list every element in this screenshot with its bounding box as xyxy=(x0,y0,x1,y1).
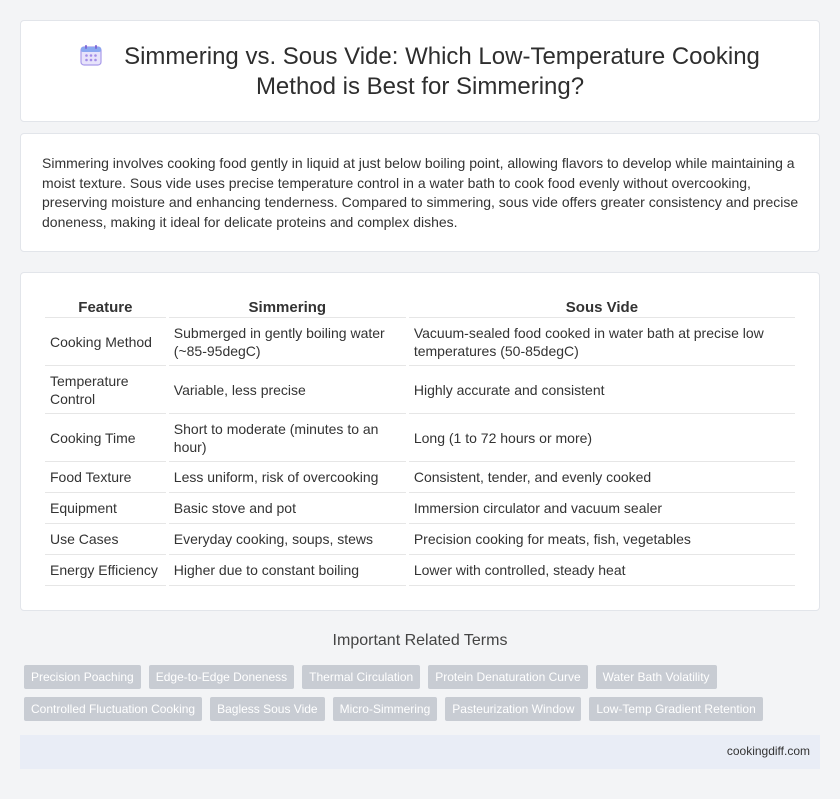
related-term-tag[interactable]: Protein Denaturation Curve xyxy=(428,665,587,689)
title-card xyxy=(20,20,820,122)
related-term-tag[interactable]: Water Bath Volatility xyxy=(596,665,717,689)
table-header-row xyxy=(45,295,795,318)
feature-cell: Use Cases xyxy=(45,524,166,555)
sous-vide-cell: Long (1 to 72 hours or more) xyxy=(409,414,795,462)
comparison-table xyxy=(42,295,798,586)
page-title-text: Simmering vs. Sous Vide: Which Low-Temperature Cooking Method is Best for Simmering? xyxy=(124,43,760,100)
sous-vide-cell: Highly accurate and consistent xyxy=(409,366,795,414)
related-term-tag[interactable]: Low-Temp Gradient Retention xyxy=(589,697,762,721)
related-terms-row xyxy=(24,697,824,721)
footer xyxy=(20,735,820,769)
summary-card xyxy=(20,133,820,252)
feature-cell: Temperature Control xyxy=(45,366,166,414)
table-row xyxy=(45,366,795,414)
related-terms-heading: Important Related Terms xyxy=(332,632,508,649)
feature-cell: Equipment xyxy=(45,493,166,524)
table-row xyxy=(45,318,795,366)
table-row xyxy=(45,555,795,586)
feature-cell: Cooking Time xyxy=(45,414,166,462)
footer-site-link[interactable]: cookingdiff.com xyxy=(726,744,810,758)
table-row xyxy=(45,462,795,493)
related-term-tag[interactable]: Precision Poaching xyxy=(24,665,141,689)
feature-cell: Energy Efficiency xyxy=(45,555,166,586)
header-simmering: Simmering xyxy=(169,295,406,318)
sous-vide-cell: Vacuum-sealed food cooked in water bath at precise low temperatures (50-85degC) xyxy=(409,318,795,366)
related-term-tag[interactable]: Pasteurization Window xyxy=(445,697,581,721)
summary-text: Simmering involves cooking food gently in liquid at just below boiling point, allowing flavors to develop while maintaining a moist texture. Sous vide uses precise temperature control in a water bath to cook food evenly without overcooking, preserving moisture and enhancing tenderness. Compared to simmering, sous vide offers greater consistency and precise doneness, making it ideal for delicate proteins and complex dishes. xyxy=(42,155,799,230)
related-term-tag[interactable]: Micro-Simmering xyxy=(333,697,438,721)
feature-cell: Cooking Method xyxy=(45,318,166,366)
header-feature: Feature xyxy=(45,295,166,318)
feature-cell: Food Texture xyxy=(45,462,166,493)
simmering-cell: Everyday cooking, soups, stews xyxy=(169,524,406,555)
simmering-cell: Variable, less precise xyxy=(169,366,406,414)
sous-vide-cell: Immersion circulator and vacuum sealer xyxy=(409,493,795,524)
sous-vide-cell: Lower with controlled, steady heat xyxy=(409,555,795,586)
simmering-cell: Submerged in gently boiling water (~85-95degC) xyxy=(169,318,406,366)
related-terms-row xyxy=(24,665,824,689)
page-title xyxy=(21,42,819,102)
simmering-cell: Short to moderate (minutes to an hour) xyxy=(169,414,406,462)
comparison-card xyxy=(20,272,820,611)
sous-vide-cell: Consistent, tender, and evenly cooked xyxy=(409,462,795,493)
sous-vide-cell: Precision cooking for meats, fish, vegetables xyxy=(409,524,795,555)
related-term-tag[interactable]: Controlled Fluctuation Cooking xyxy=(24,697,202,721)
simmering-cell: Less uniform, risk of overcooking xyxy=(169,462,406,493)
related-term-tag[interactable]: Thermal Circulation xyxy=(302,665,420,689)
related-term-tag[interactable]: Bagless Sous Vide xyxy=(210,697,325,721)
table-row xyxy=(45,414,795,462)
related-term-tag[interactable]: Edge-to-Edge Doneness xyxy=(149,665,294,689)
simmering-cell: Basic stove and pot xyxy=(169,493,406,524)
table-row xyxy=(45,493,795,524)
calendar-icon xyxy=(80,44,102,66)
header-sous-vide: Sous Vide xyxy=(409,295,795,318)
simmering-cell: Higher due to constant boiling xyxy=(169,555,406,586)
table-row xyxy=(45,524,795,555)
